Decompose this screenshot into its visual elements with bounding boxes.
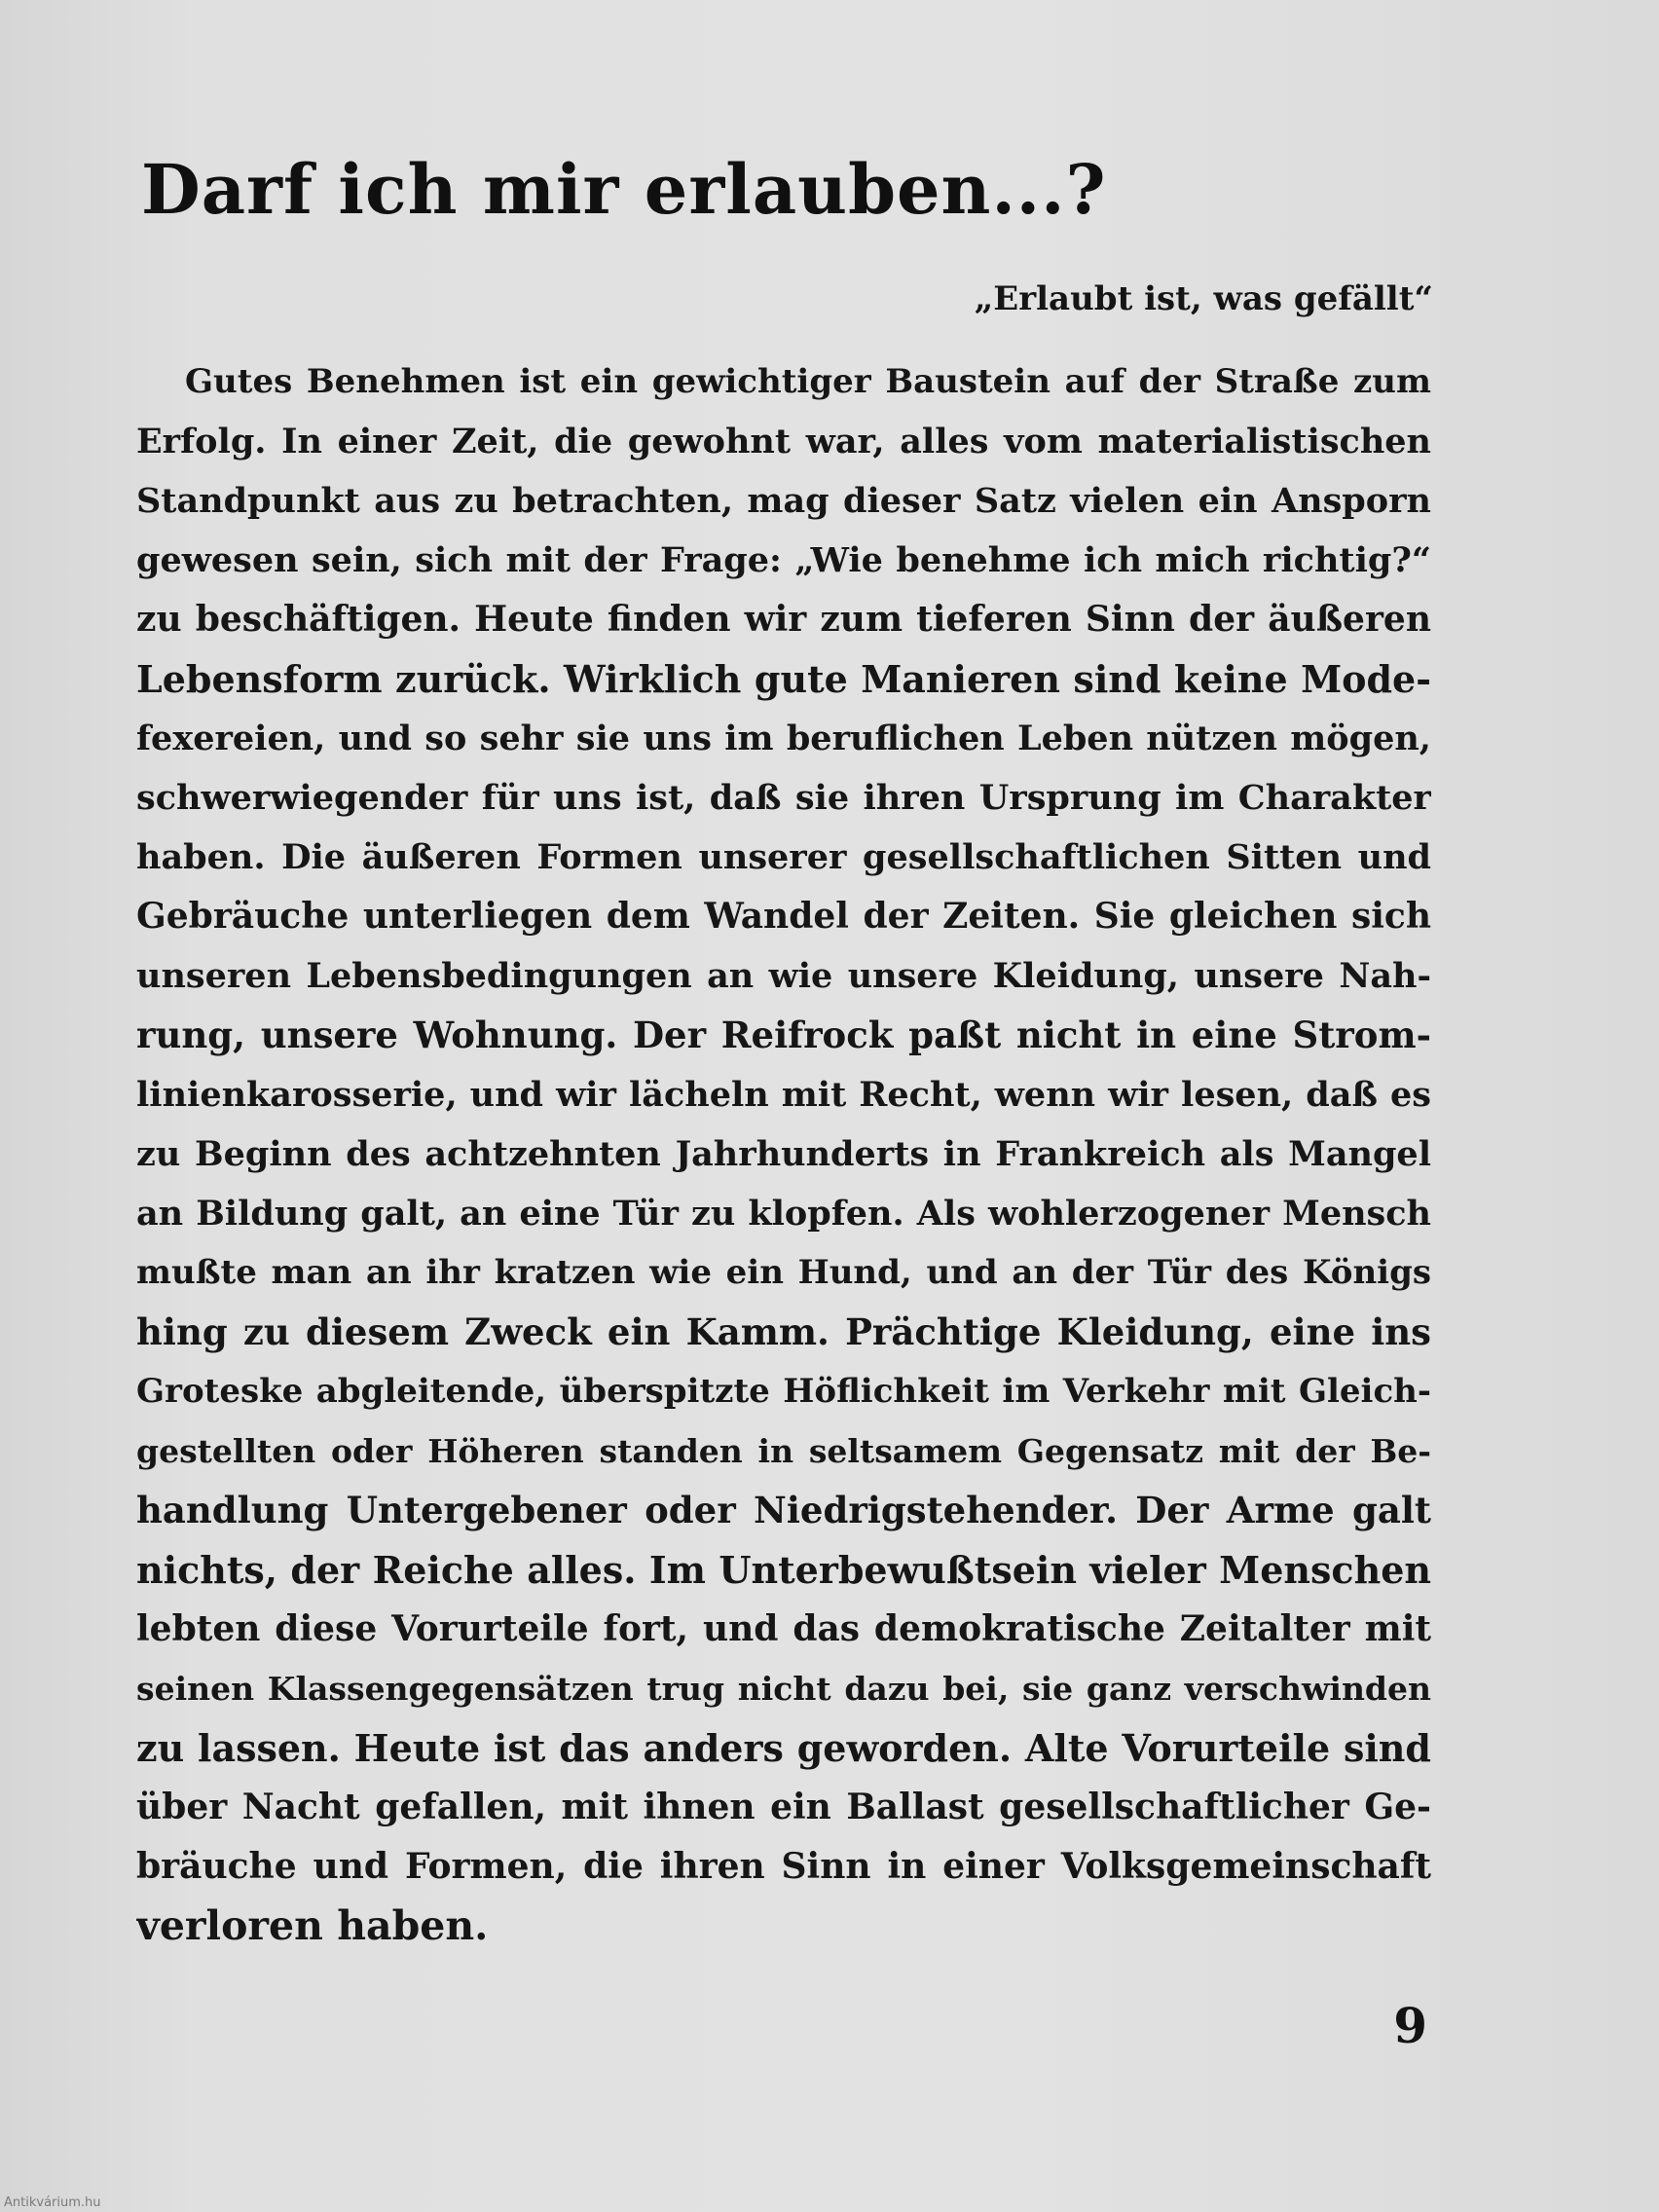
text-line: mußte man an ihr kratzen wie ein Hund, und an der Tür des Königs xyxy=(136,1253,1431,1292)
text-line: handlung Untergebener oder Niedrigstehender. Der Arme galt xyxy=(136,1489,1431,1531)
text-line: rung, unsere Wohnung. Der Reifrock paßt nicht in eine Strom- xyxy=(136,1014,1431,1056)
watermark: Antikvárium.hu xyxy=(4,2195,101,2210)
text-line: seinen Klassengegensätzen trug nicht dazu bei, sie ganz verschwinden xyxy=(136,1670,1431,1708)
text-line: zu lassen. Heute ist das anders geworden. Alte Vorurteile sind xyxy=(136,1726,1431,1770)
text-line: gestellten oder Höheren standen in seltsamem Gegensatz mit der Be- xyxy=(136,1432,1431,1470)
text-line: Gutes Benehmen ist ein gewichtiger Baustein auf der Straße zum xyxy=(185,362,1431,401)
text-line: gewesen sein, sich mit der Frage: „Wie benehme ich mich richtig?“ xyxy=(136,540,1431,580)
text-line: an Bildung galt, an eine Tür zu klopfen. Als wohlerzogener Mensch xyxy=(136,1194,1431,1234)
text-line: Lebensform zurück. Wirklich gute Manieren sind keine Mode- xyxy=(136,657,1431,701)
text-line: hing zu diesem Zweck ein Kamm. Prächtige Kleidung, eine ins xyxy=(136,1310,1431,1353)
text-line: zu beschäftigen. Heute finden wir zum tieferen Sinn der äußeren xyxy=(136,599,1431,640)
text-line: Groteske abgleitende, überspitzte Höflichkeit im Verkehr mit Gleich- xyxy=(136,1372,1431,1411)
text-line: linienkarosserie, und wir lächeln mit Recht, wenn wir lesen, daß es xyxy=(136,1075,1431,1115)
text-line: Gebräuche unterliegen dem Wandel der Zeiten. Sie gleichen sich xyxy=(136,896,1431,937)
chapter-title: Darf ich mir erlauben...? xyxy=(141,149,1107,230)
chapter-motto: „Erlaubt ist, was gefällt“ xyxy=(974,279,1433,318)
text-line: über Nacht gefallen, mit ihnen ein Ballast gesellschaftlicher Ge- xyxy=(136,1787,1431,1827)
text-line: nichts, der Reiche alles. Im Unterbewußtsein vieler Menschen xyxy=(136,1548,1431,1592)
text-line: Erfolg. In einer Zeit, die gewohnt war, alles vom materialistischen xyxy=(136,422,1431,461)
text-line: zu Beginn des achtzehnten Jahrhunderts in Frankreich als Mangel xyxy=(136,1134,1431,1174)
page-number: 9 xyxy=(1393,1997,1427,2054)
text-line: haben. Die äußeren Formen unserer gesellschaftlichen Sitten und xyxy=(136,837,1431,877)
body-paragraph xyxy=(136,352,1431,1956)
text-line: Standpunkt aus zu betrachten, mag dieser Satz vielen ein Ansporn xyxy=(136,481,1431,521)
text-line: verloren haben. xyxy=(136,1902,489,1949)
text-line: lebten diese Vorurteile fort, und das demokratische Zeitalter mit xyxy=(136,1608,1431,1649)
text-line: fexereien, und so sehr sie uns im beruflichen Leben nützen mögen, xyxy=(136,719,1431,758)
text-line: unseren Lebensbedingungen an wie unsere Kleidung, unsere Nah- xyxy=(136,956,1431,996)
text-line: bräuche und Formen, die ihren Sinn in einer Volksgemeinschaft xyxy=(136,1846,1431,1887)
text-line: schwerwiegender für uns ist, daß sie ihren Ursprung im Charakter xyxy=(136,778,1431,818)
